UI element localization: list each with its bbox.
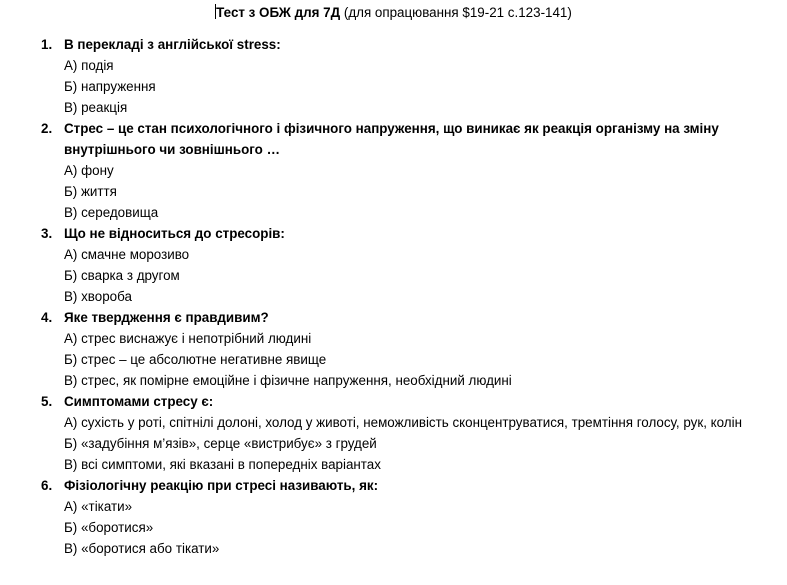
answer-option: В) хвороба	[64, 289, 132, 304]
question-1	[0, 34, 787, 118]
question-5	[0, 391, 787, 475]
question-number: 5.	[41, 394, 53, 409]
question-text: Фізіологічну реакцію при стресі називають, як:	[64, 478, 379, 493]
question-6	[0, 475, 787, 559]
answer-option: А) стрес виснажує і непотрібний людині	[64, 331, 312, 346]
question-number: 2.	[41, 121, 53, 136]
question-number: 1.	[41, 37, 53, 52]
answer-option: В) реакція	[64, 100, 128, 115]
answer-option: В) «боротися або тікати»	[64, 541, 220, 556]
answer-option: В) середовища	[64, 205, 159, 220]
answer-option: Б) життя	[64, 184, 117, 199]
question-text: Симптомами стресу є:	[64, 394, 214, 409]
question-2	[0, 118, 787, 223]
question-text: Що не відноситься до стресорів:	[64, 226, 285, 241]
question-text: Яке твердження є правдивим?	[64, 310, 269, 325]
question-text: Стрес – це стан психологічного і фізичного напруження, що виникає як реакція організму на зміну внутрішнього чи зовнішнього …	[64, 121, 719, 157]
answer-option: А) «тікати»	[64, 499, 133, 514]
title-bold-text: Тест з ОБЖ для 7Д	[216, 5, 341, 20]
answer-option: Б) сварка з другом	[64, 268, 180, 283]
document-title	[0, 3, 787, 23]
question-number: 4.	[41, 310, 53, 325]
answer-option: Б) стрес – це абсолютне негативне явище	[64, 352, 327, 367]
answer-option: А) фону	[64, 163, 114, 178]
answer-option: В) стрес, як помірне емоційне і фізичне напруження, необхідний людині	[64, 373, 512, 388]
answer-option: Б) напруження	[64, 79, 156, 94]
question-number: 6.	[41, 478, 53, 493]
title-note-text: (для опрацювання $19-21 с.123-141)	[343, 5, 572, 20]
answer-option: Б) «задубіння м’язів», серце «вистрибує» з грудей	[64, 436, 377, 451]
question-number: 3.	[41, 226, 53, 241]
answer-option: В) всі симптоми, які вказані в попередніх варіантах	[64, 457, 381, 472]
answer-option: А) сухість у роті, спітнілі долоні, холод у животі, неможливість сконцентруватися, тремтіння голосу, рук, колін	[64, 415, 742, 430]
question-text: В перекладі з англійської stress:	[64, 37, 281, 52]
answer-option: Б) «боротися»	[64, 520, 154, 535]
question-4	[0, 307, 787, 391]
answer-option: А) смачне морозиво	[64, 247, 190, 262]
question-list	[0, 34, 787, 559]
question-3	[0, 223, 787, 307]
answer-option: А) подія	[64, 58, 114, 73]
